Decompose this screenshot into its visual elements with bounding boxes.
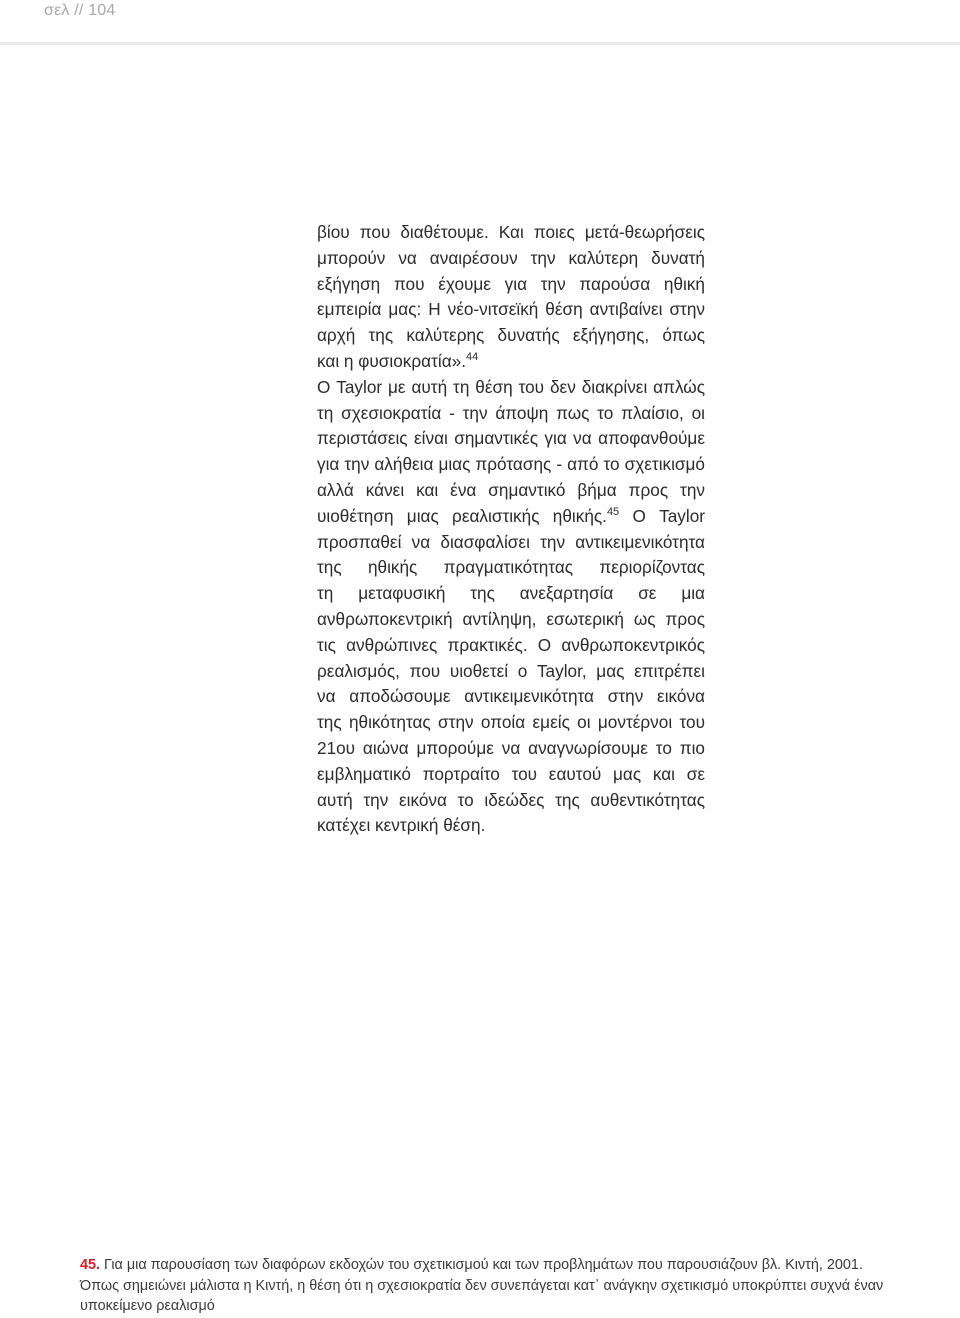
- text-line: περιστάσεις είναι σημαντικές για να αποφανθούμε: [317, 428, 705, 449]
- footnote-line: υποκείμενο ρεαλισμό: [80, 1298, 215, 1314]
- text-line: κατέχει κεντρική θέση.: [317, 815, 486, 836]
- text-line: ανθρωποκεντρική αντίληψη, εσωτερική ως προς: [317, 608, 705, 629]
- footnote-line: Όπως σημειώνει μάλιστα η Κιντή, η θέση ότι η σχεσιοκρατία δεν συνεπάγεται κατ᾽ ανάγκην σχετικισμό υποκρύπτει συχνά έναν: [80, 1277, 884, 1294]
- text-line: της ηθικής πραγματικότητας περιορίζοντας: [317, 557, 705, 578]
- footnote-ref-45: 45: [606, 505, 620, 518]
- text-line: τη μεταφυσική της ανεξαρτησία σε μια: [317, 583, 705, 604]
- footnote-number: 45.: [80, 1257, 101, 1273]
- text-line: αυτή την εικόνα το ιδεώδες της αυθεντικότητας: [317, 789, 705, 810]
- text-line: αλλά κάνει και ένα σημαντικό βήμα προς την: [317, 479, 705, 500]
- text-line: για την αλήθεια μιας πρότασης - από το σχετικισμό: [317, 454, 705, 475]
- text-line: να αποδώσουμε αντικειμενικότητα στην εικόνα: [317, 686, 705, 707]
- header-divider: [0, 42, 960, 45]
- page-number-header: σελ // 104: [44, 2, 116, 19]
- footnote-line: [80, 1255, 920, 1276]
- text-line: της ηθικότητας στην οποία εμείς οι μοντέρνοι του: [317, 712, 705, 733]
- footnote-text: Για μια παρουσίαση των διαφόρων εκδοχών του σχετικισμού και των προβλημάτων που παρουσιάζουν βλ. Κιντή, 2001.: [100, 1257, 863, 1273]
- text-line: μπορούν να αναιρέσουν την καλύτερη δυνατή: [317, 247, 705, 268]
- text-fragment: και η φυσιοκρατία».: [317, 350, 466, 371]
- text-line: τις ανθρώπινες πρακτικές. Ο ανθρωποκεντρικός: [317, 634, 705, 655]
- text-line: εμπειρία μας: Η νέο-νιτσεϊκή θέση αντιβαίνει στην: [317, 299, 705, 320]
- text-line-with-ref: [317, 349, 705, 375]
- main-paragraph: [317, 220, 705, 839]
- text-line: Ο Taylor με αυτή τη θέση του δεν διακρίνει απλώς: [317, 376, 705, 397]
- text-fragment: υιοθέτηση μιας ρεαλιστικής ηθικής.: [317, 505, 607, 526]
- text-line: εμβληματικό πορτραίτο του εαυτού μας και σε: [317, 763, 705, 784]
- text-fragment: Ο Taylor: [619, 505, 705, 526]
- text-line: τη σχεσιοκρατία - την άποψη πως το πλαίσιο, οι: [317, 402, 705, 423]
- footnote-45: [80, 1255, 920, 1317]
- text-line: αρχή της καλύτερης δυνατής εξήγησης, όπως: [317, 325, 705, 346]
- text-line: προσπαθεί να διασφαλίσει την αντικειμενικότητα: [317, 531, 705, 552]
- text-line: ρεαλισμός, που υιοθετεί ο Taylor, μας επιτρέπει: [317, 660, 705, 681]
- text-line: βίου που διαθέτουμε. Και ποιες μετά-θεωρήσεις: [317, 222, 705, 242]
- text-line: εξήγηση που έχουμε για την παρούσα ηθική: [317, 273, 705, 294]
- text-line-with-ref: [317, 504, 705, 530]
- footnote-ref-44: 44: [465, 350, 479, 363]
- text-line: 21ου αιώνα μπορούμε να αναγνωρίσουμε το πιο: [317, 737, 705, 758]
